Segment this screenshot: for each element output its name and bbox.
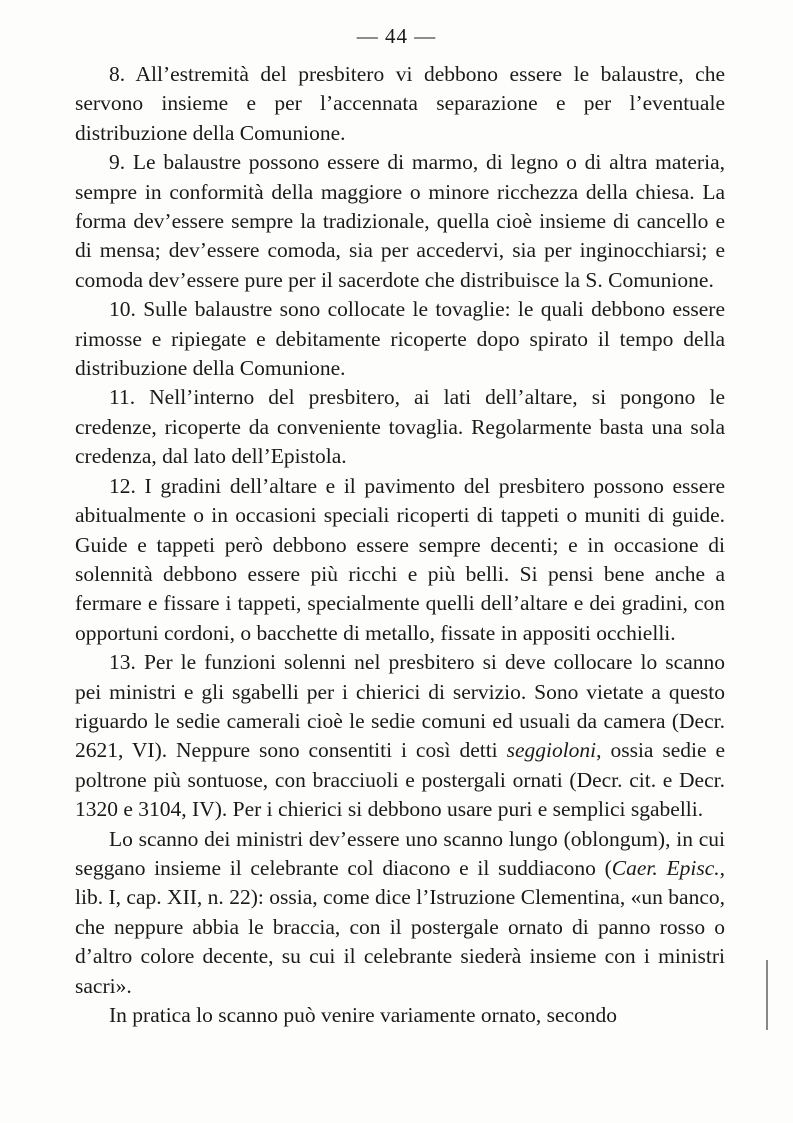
- paragraph-text: 8. All’estremità del presbitero vi debbono essere le balaustre, che servono insieme e per l’accennata separazione e per l’eventuale distribuzione della Comunione.: [75, 62, 725, 145]
- paragraph-11: [75, 383, 725, 471]
- paragraph-text: 13. Per le funzioni solenni nel presbitero si deve collocare lo scanno pei ministri e gli sgabelli per i chierici di servizio. Sono vietate a questo riguardo le sedie camerali cioè le sedie comuni ed usuali da camera (Decr. 2621, VI). Neppure sono consentiti i così detti: [75, 650, 725, 763]
- body-text: [75, 60, 725, 1030]
- paragraph-10: [75, 295, 725, 383]
- paragraph-text: In pratica lo scanno può venire variamente ornato, secondo: [109, 1003, 618, 1027]
- page-edge-mark: [766, 960, 768, 1030]
- paragraph-text: 11. Nell’interno del presbitero, ai lati dell’altare, si pongono le credenze, ricoperte da conveniente tovaglia. Regolarmente basta una sola credenza, dal lato dell’Epistola.: [75, 385, 725, 469]
- paragraph-9: [75, 148, 725, 295]
- paragraph-8: [75, 60, 725, 148]
- paragraph-13: [75, 648, 725, 824]
- paragraph-text: 10. Sulle balaustre sono collocate le tovaglie: le quali debbono essere rimosse e ripiegate e debitamente ricoperte dopo spirato il tempo della distribuzione della Comunione.: [75, 297, 725, 381]
- paragraph-12: [75, 472, 725, 648]
- paragraph-text: Lo scanno dei ministri dev’essere uno scanno lungo (oblongum), in cui seggano insieme il celebrante col diacono e il suddiacono (: [75, 826, 725, 880]
- paragraph-text: , ossia sedie e poltrone più sontuose, con bracciuoli e postergali ornati (Decr. cit. e Decr. 1320 e 3104, IV). Per i chierici si debbono usare puri e semplici sgabelli.: [75, 738, 726, 822]
- paragraph-text: 12. I gradini dell’altare e il pavimento del presbitero possono essere abitualmente o in occasioni speciali ricoperti di tappeti o muniti di guide. Guide e tappeti però debbono essere sempre decenti; e in occasione di solennità debbono essere più ricchi e più belli. Si pensi bene anche a fermare e fissare i tappeti, specialmente quelli dell’altare e dei gradini, con opportuni cordoni, o bacchette di metallo, fissate in appositi occhielli.: [75, 473, 725, 645]
- italic-citation: Caer. Episc.: [611, 855, 720, 880]
- paragraph-text: 9. Le balaustre possono essere di marmo, di legno o di altra materia, sempre in conformità della maggiore o minore ricchezza della chiesa. La forma dev’essere sempre la tradizionale, quella cioè insieme di cancello e di mensa; dev’essere comoda, sia per accedervi, sia per inginocchiarsi; e comoda dev’essere pure per il sacerdote che distribuisce la S. Comunione.: [75, 150, 725, 292]
- page-number: — 44 —: [356, 24, 437, 48]
- paragraph-pratica: [75, 1001, 725, 1030]
- paragraph-scanno: [75, 825, 725, 1001]
- paragraph-text: , lib. I, cap. XII, n. 22): ossia, come dice l’Istruzione Clementina, «un banco, che neppure abbia le braccia, con il postergale ornato di panno rosso o d’altro colore decente, su cui il celebrante siederà insieme con i ministri sacri».: [75, 855, 725, 998]
- italic-term: seggioloni: [506, 738, 597, 763]
